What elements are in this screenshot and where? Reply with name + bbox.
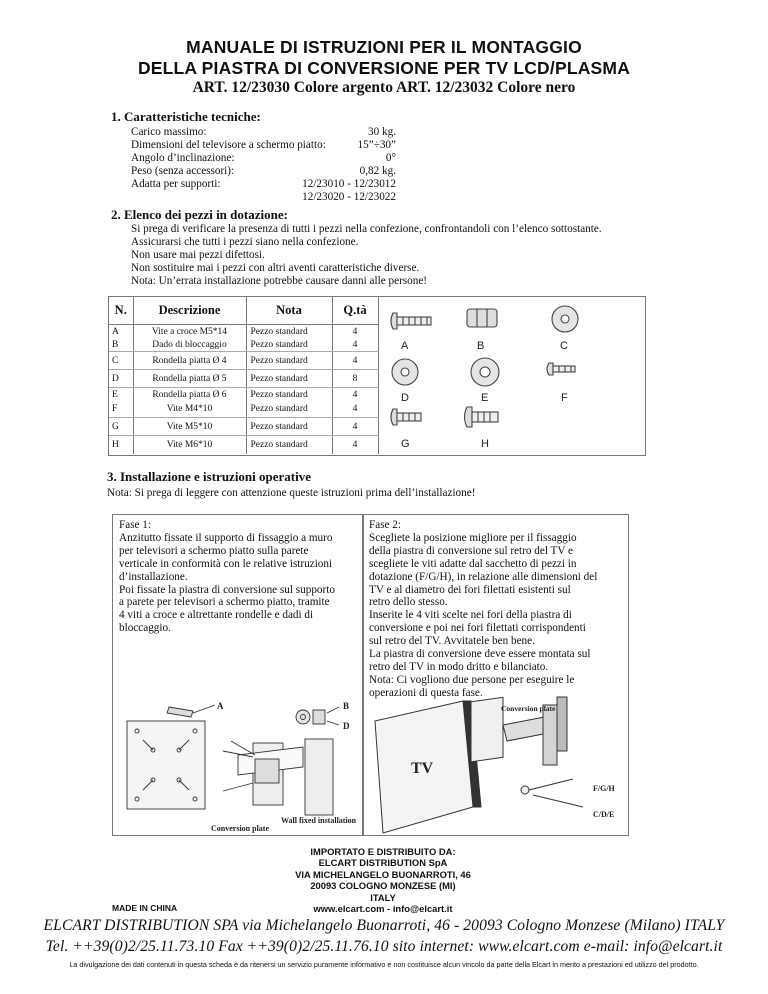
spec-row [131, 178, 396, 191]
specs-list [131, 126, 396, 204]
section2-heading: 2. Elenco dei pezzi in dotazione: [111, 207, 288, 222]
table-cell: A [109, 325, 133, 339]
table-cell: Rondella piatta Ø 5 [133, 370, 246, 388]
spec-value: 12/23010 - 12/23012 [302, 178, 396, 190]
table-cell: 4 [332, 352, 378, 370]
page-title-line1: MANUALE DI ISTRUZIONI PER IL MONTAGGIO [186, 37, 582, 57]
table-cell: Pezzo standard [246, 338, 332, 352]
text-line: TV e al diametro dei fori filettati esistenti sul [369, 583, 571, 596]
washer-e-icon [471, 358, 499, 386]
spec-label: Dimensioni del televisore a schermo piatto: [131, 139, 326, 151]
screw-h-icon [465, 407, 499, 427]
table-row [109, 370, 378, 388]
text-line: sul retro del TV. Avvitatele ben bene. [369, 635, 535, 648]
spec-label: Adatta per supporti: [131, 178, 221, 190]
table-cell: G [109, 418, 133, 436]
text-line: 4 viti a croce e altrettante rondelle e dadi di [119, 609, 314, 622]
spec-value: 15”÷30” [357, 139, 396, 151]
section2-text [131, 223, 651, 288]
importer-line: IMPORTATO E DISTRIBUITO DA: [310, 846, 456, 857]
text-line: per televisori a schermo piatto sulla parete [119, 544, 309, 557]
conversion-plate-shape [127, 721, 205, 809]
spec-value: 0,82 kg. [359, 165, 396, 177]
table-cell: Pezzo standard [246, 418, 332, 436]
importer-line: VIA MICHELANGELO BUONARROTI, 46 [295, 868, 471, 880]
table-cell: Pezzo standard [246, 352, 332, 370]
importer-line: ELCART DISTRIBUTION SpA [318, 857, 448, 869]
importer-block [258, 846, 508, 914]
table-header-row [109, 297, 378, 325]
spec-row [131, 165, 396, 178]
parts-icons [379, 297, 645, 455]
table-cell: Vite M5*10 [133, 418, 246, 436]
text-line: retro del TV in modo dritto e bilanciato. [369, 660, 549, 673]
table-cell: 4 [332, 418, 378, 436]
fase2-box [362, 514, 629, 836]
spec-row [131, 139, 396, 152]
importer-line: 20093 COLOGNO MONZESE (MI) [310, 880, 456, 892]
article-codes: ART. 12/23030 Colore argento ART. 12/23032 Colore nero [192, 79, 576, 96]
fig-label-cde: C/D/E [593, 810, 615, 819]
table-cell: Pezzo standard [246, 436, 332, 454]
column-header: Descrizione [133, 297, 246, 325]
table-cell: 4 [332, 388, 378, 402]
fig-label-conversion-plate: Conversion plate [501, 704, 556, 713]
page-title-line2: DELLA PIASTRA DI CONVERSIONE PER TV LCD/PLASMA [137, 58, 631, 78]
text-line: Scegliete la posizione migliore per il fissaggio [369, 531, 577, 544]
table-cell: 4 [332, 402, 378, 418]
table-cell: Pezzo standard [246, 388, 332, 402]
fase-title: Fase 2: [369, 519, 402, 531]
spec-row [131, 126, 396, 139]
fase1-illustration [113, 695, 363, 835]
washer-d-icon [392, 359, 418, 385]
importer-line: www.elcart.com - info@elcart.it [313, 903, 453, 915]
text-line: Anzitutto fissate il supporto di fissaggio a muro [119, 531, 333, 544]
footer-address: ELCART DISTRIBUTION SPA via Michelangelo Buonarroti, 46 - 20093 Cologno Monzese (Milano) ITALY [43, 917, 725, 934]
fig-label-d: D [343, 721, 350, 731]
table-row [109, 325, 378, 339]
text-line: della piastra di conversione sul retro del TV e [369, 544, 574, 557]
fig-label-wall-installation: Wall fixed installation [281, 816, 357, 825]
text-line: Non usare mai pezzi difettosi. [131, 249, 265, 261]
section3-note: Nota: Si prega di leggere con attenzione queste istruzioni prima dell’installazione! [107, 487, 476, 499]
made-in: MADE IN CHINA [112, 903, 178, 913]
table-cell: Rondella piatta Ø 6 [133, 388, 246, 402]
table-cell: Pezzo standard [246, 402, 332, 418]
section3-heading: 3. Installazione e istruzioni operative [107, 469, 312, 484]
spec-label: Peso (senza accessori): [131, 165, 235, 177]
text-line: dotazione (F/G/H), in relazione alle dimensioni del [369, 570, 598, 583]
text-line: Nota: Un’errata installazione potrebbe causare danni alle persone! [131, 275, 428, 287]
fase2-illustration [363, 695, 628, 835]
spec-label: Angolo d’inclinazione: [131, 152, 235, 164]
disclaimer: La divulgazione dei dati contenuti in questa scheda è da ritenersi un servizio puramente informativo e non costituisce alcun vincolo da parte della Elcart in merito a prestazioni ed utilizzo del prodotto. [69, 960, 699, 969]
text-line: Assicurarsi che tutti i pezzi siano nella confezione. [131, 236, 359, 248]
text-line: verticale in conformità con le relative istruzioni [119, 557, 333, 570]
spec-row [131, 152, 396, 165]
fig-label-fgh: F/G/H [593, 784, 615, 793]
fase1-box [112, 514, 364, 836]
spec-value: 0° [385, 152, 396, 164]
icon-label: B [477, 340, 485, 352]
table-cell: Rondella piatta Ø 4 [133, 352, 246, 370]
fig-label-a: A [217, 701, 224, 711]
table-cell: F [109, 402, 133, 418]
icon-label: E [481, 392, 489, 404]
table-cell: Pezzo standard [246, 370, 332, 388]
table-row [109, 352, 378, 370]
text-line: La piastra di conversione deve essere montata sul [369, 648, 591, 661]
table-row [109, 436, 378, 454]
icon-label: D [401, 392, 409, 404]
icon-label: H [481, 438, 489, 450]
screw-f-icon [547, 363, 575, 375]
spec-row [131, 191, 396, 204]
table-cell: D [109, 370, 133, 388]
table-cell: H [109, 436, 133, 454]
section1-heading: 1. Caratteristiche tecniche: [111, 109, 261, 124]
text-line: a parete per televisori a schermo piatto, tramite [119, 596, 330, 609]
text-line: retro dello stesso. [369, 596, 448, 609]
table-cell: B [109, 338, 133, 352]
text-line: operazioni di questa fase. [369, 686, 483, 699]
spec-label: Carico massimo: [131, 126, 207, 138]
washer-c-icon [552, 306, 578, 332]
fig-label-conversion-plate: Conversion plate [211, 824, 269, 833]
screw-g-icon [391, 409, 421, 425]
text-line: Non sostituire mai i pezzi con altri aventi caratteristiche diverse. [131, 262, 420, 274]
table-cell: Pezzo standard [246, 325, 332, 339]
table-cell: C [109, 352, 133, 370]
table-cell: 4 [332, 338, 378, 352]
column-header: Nota [246, 297, 332, 325]
table-cell: Vite a croce M5*14 [133, 325, 246, 339]
nut-b-icon [467, 309, 497, 327]
column-header: Q.tà [332, 297, 378, 325]
table-row [109, 402, 378, 418]
table-cell: 8 [332, 370, 378, 388]
text-line: scegliete le viti adatte dal sacchetto di pezzi in [369, 557, 577, 570]
table-cell: 4 [332, 325, 378, 339]
importer-line: ITALY [370, 891, 396, 903]
icon-label: C [560, 340, 568, 352]
table-cell: Vite M4*10 [133, 402, 246, 418]
icon-label: F [561, 392, 568, 404]
fase-title: Fase 1: [119, 519, 152, 531]
text-line: d’installazione. [119, 570, 188, 583]
text-line: conversione e poi nei fori filettati corrispondenti [369, 622, 586, 635]
text-line: Si prega di verificare la presenza di tutti i pezzi nella confezione, confrontandoli con l’elenco sottostante. [131, 223, 602, 235]
text-line: Nota: Ci vogliono due persone per eseguire le [369, 673, 575, 686]
icon-label: G [401, 438, 410, 450]
table-cell: Dado di bloccaggio [133, 338, 246, 352]
screw-a-icon [391, 313, 431, 329]
footer-contacts: Tel. ++39(0)2/25.11.73.10 Fax ++39(0)2/25.11.76.10 sito internet: www.elcart.com e-mail: info@elcart.it [45, 938, 723, 955]
text-line: Poi fissate la piastra di conversione sul supporto [119, 583, 335, 596]
spec-value: 30 kg. [368, 126, 396, 138]
spec-value: 12/23020 - 12/23022 [302, 191, 396, 203]
text-line: Inserite le 4 viti scelte nei fori della piastra di [369, 609, 572, 622]
fig-label-tv: TV [411, 760, 434, 777]
fase2-text [369, 519, 622, 700]
fig-label-b: B [343, 701, 350, 711]
table-cell: E [109, 388, 133, 402]
icon-label: A [401, 340, 409, 352]
parts-box [108, 296, 646, 456]
table-row [109, 388, 378, 402]
column-header: N. [109, 297, 133, 325]
table-cell: Vite M6*10 [133, 436, 246, 454]
text-line: bloccaggio. [119, 622, 171, 635]
parts-table [109, 297, 379, 454]
table-cell: 4 [332, 436, 378, 454]
fase1-text [119, 519, 361, 635]
table-row [109, 338, 378, 352]
table-row [109, 418, 378, 436]
